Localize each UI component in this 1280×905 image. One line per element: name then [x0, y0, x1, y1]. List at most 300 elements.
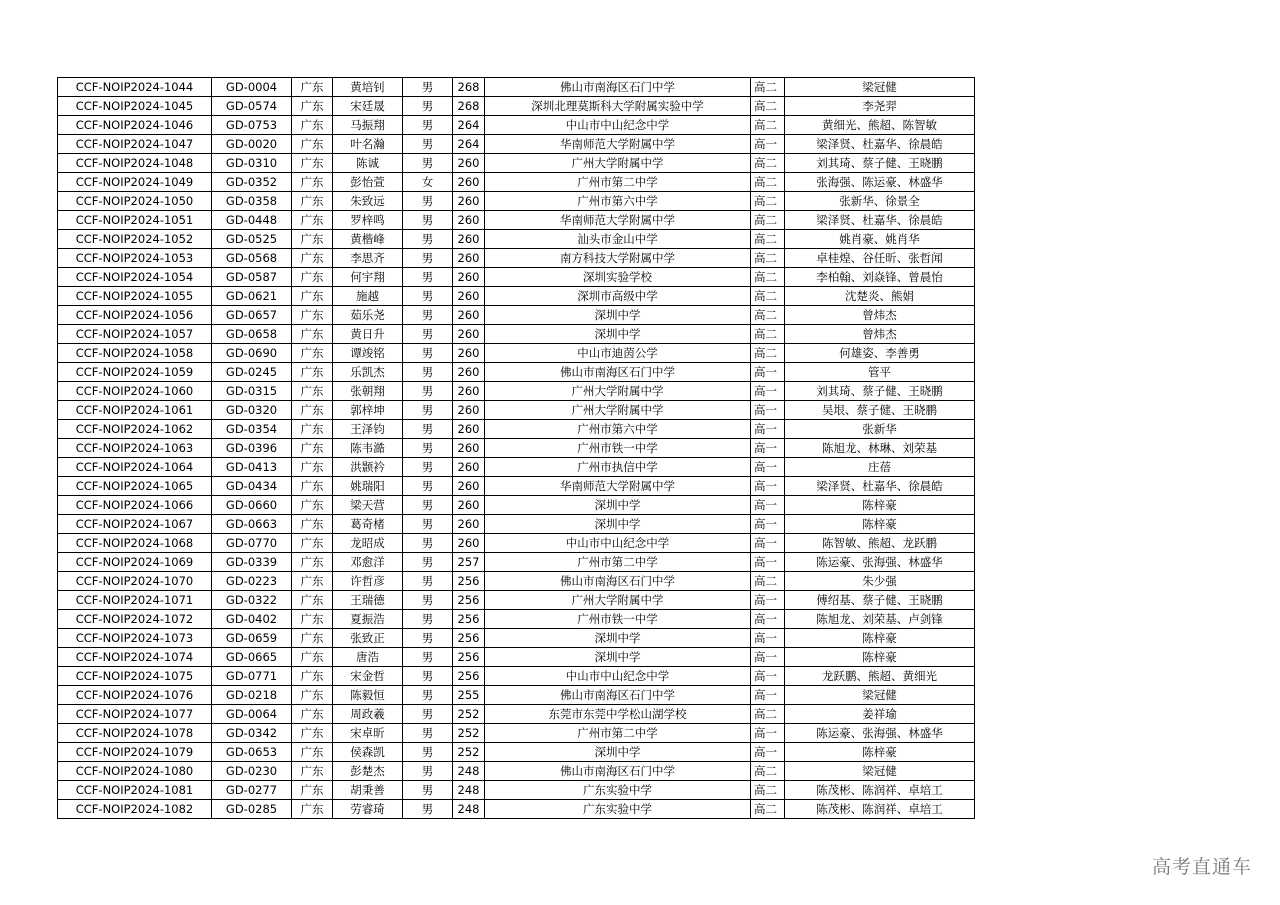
cell-registration-code: GD-0342 — [212, 724, 292, 743]
cell-gender: 男 — [403, 382, 453, 401]
cell-gender: 男 — [403, 705, 453, 724]
table-row — [58, 591, 975, 610]
cell-gender: 男 — [403, 306, 453, 325]
cell-contestant-id: CCF-NOIP2024-1049 — [58, 173, 212, 192]
cell-gender: 男 — [403, 344, 453, 363]
cell-gender: 男 — [403, 439, 453, 458]
table-row — [58, 363, 975, 382]
cell-province: 广东 — [292, 192, 333, 211]
cell-registration-code: GD-0396 — [212, 439, 292, 458]
cell-student-name: 许哲彦 — [333, 572, 403, 591]
cell-registration-code: GD-0525 — [212, 230, 292, 249]
cell-province: 广东 — [292, 496, 333, 515]
cell-province: 广东 — [292, 591, 333, 610]
cell-student-name: 张朝翔 — [333, 382, 403, 401]
cell-student-name: 彭楚杰 — [333, 762, 403, 781]
cell-contestant-id: CCF-NOIP2024-1057 — [58, 325, 212, 344]
cell-school: 深圳北理莫斯科大学附属实验中学 — [485, 97, 751, 116]
cell-score: 268 — [453, 78, 485, 97]
cell-score: 260 — [453, 325, 485, 344]
cell-registration-code: GD-0448 — [212, 211, 292, 230]
cell-student-name: 彭怡萱 — [333, 173, 403, 192]
cell-score: 252 — [453, 724, 485, 743]
cell-score: 256 — [453, 610, 485, 629]
cell-student-name: 李思齐 — [333, 249, 403, 268]
cell-coach: 卓桂煌、谷任昕、张哲闻 — [785, 249, 975, 268]
cell-score: 256 — [453, 591, 485, 610]
cell-student-name: 葛奇楮 — [333, 515, 403, 534]
cell-score: 248 — [453, 762, 485, 781]
cell-score: 256 — [453, 629, 485, 648]
cell-grade: 高一 — [751, 135, 785, 154]
cell-coach: 李柏翰、刘焱锋、曾晨怡 — [785, 268, 975, 287]
cell-school: 广州大学附属中学 — [485, 401, 751, 420]
table-row — [58, 781, 975, 800]
cell-registration-code: GD-0354 — [212, 420, 292, 439]
cell-coach: 姜祥瑜 — [785, 705, 975, 724]
cell-coach: 陈梓豪 — [785, 629, 975, 648]
cell-grade: 高二 — [751, 306, 785, 325]
cell-school: 深圳中学 — [485, 306, 751, 325]
table-row — [58, 173, 975, 192]
cell-contestant-id: CCF-NOIP2024-1078 — [58, 724, 212, 743]
cell-grade: 高二 — [751, 154, 785, 173]
cell-school: 广州市第二中学 — [485, 724, 751, 743]
cell-registration-code: GD-0568 — [212, 249, 292, 268]
cell-student-name: 乐凯杰 — [333, 363, 403, 382]
cell-contestant-id: CCF-NOIP2024-1080 — [58, 762, 212, 781]
cell-student-name: 马振翔 — [333, 116, 403, 135]
cell-gender: 男 — [403, 591, 453, 610]
cell-registration-code: GD-0665 — [212, 648, 292, 667]
cell-student-name: 朱致远 — [333, 192, 403, 211]
cell-gender: 男 — [403, 458, 453, 477]
cell-gender: 男 — [403, 496, 453, 515]
cell-contestant-id: CCF-NOIP2024-1048 — [58, 154, 212, 173]
table-row — [58, 268, 975, 287]
cell-coach: 陈梓豪 — [785, 515, 975, 534]
cell-student-name: 劳睿琦 — [333, 800, 403, 819]
cell-gender: 男 — [403, 648, 453, 667]
cell-province: 广东 — [292, 686, 333, 705]
cell-score: 248 — [453, 781, 485, 800]
cell-score: 255 — [453, 686, 485, 705]
table-row — [58, 249, 975, 268]
cell-student-name: 王瑞德 — [333, 591, 403, 610]
cell-province: 广东 — [292, 78, 333, 97]
cell-contestant-id: CCF-NOIP2024-1061 — [58, 401, 212, 420]
table-row — [58, 439, 975, 458]
cell-registration-code: GD-0663 — [212, 515, 292, 534]
cell-score: 260 — [453, 458, 485, 477]
cell-contestant-id: CCF-NOIP2024-1062 — [58, 420, 212, 439]
cell-province: 广东 — [292, 249, 333, 268]
cell-contestant-id: CCF-NOIP2024-1054 — [58, 268, 212, 287]
cell-gender: 男 — [403, 572, 453, 591]
cell-registration-code: GD-0322 — [212, 591, 292, 610]
cell-registration-code: GD-0770 — [212, 534, 292, 553]
cell-registration-code: GD-0658 — [212, 325, 292, 344]
cell-school: 深圳中学 — [485, 325, 751, 344]
cell-contestant-id: CCF-NOIP2024-1064 — [58, 458, 212, 477]
table-row — [58, 382, 975, 401]
cell-province: 广东 — [292, 306, 333, 325]
cell-gender: 男 — [403, 743, 453, 762]
cell-score: 260 — [453, 211, 485, 230]
cell-province: 广东 — [292, 382, 333, 401]
cell-province: 广东 — [292, 439, 333, 458]
cell-contestant-id: CCF-NOIP2024-1052 — [58, 230, 212, 249]
cell-school: 佛山市南海区石门中学 — [485, 572, 751, 591]
watermark-text: 高考直通车 — [1151, 856, 1252, 878]
cell-student-name: 龙昭成 — [333, 534, 403, 553]
cell-coach: 陈梓豪 — [785, 743, 975, 762]
cell-contestant-id: CCF-NOIP2024-1055 — [58, 287, 212, 306]
cell-gender: 男 — [403, 192, 453, 211]
cell-student-name: 邓愈洋 — [333, 553, 403, 572]
cell-coach: 龙跃鹏、熊超、黄细光 — [785, 667, 975, 686]
table-row — [58, 610, 975, 629]
cell-contestant-id: CCF-NOIP2024-1066 — [58, 496, 212, 515]
cell-score: 260 — [453, 268, 485, 287]
cell-province: 广东 — [292, 154, 333, 173]
cell-gender: 男 — [403, 287, 453, 306]
cell-registration-code: GD-0310 — [212, 154, 292, 173]
cell-gender: 男 — [403, 401, 453, 420]
cell-gender: 男 — [403, 667, 453, 686]
table-row — [58, 420, 975, 439]
cell-grade: 高一 — [751, 496, 785, 515]
cell-gender: 女 — [403, 173, 453, 192]
cell-score: 260 — [453, 306, 485, 325]
cell-school: 深圳中学 — [485, 648, 751, 667]
cell-gender: 男 — [403, 363, 453, 382]
cell-student-name: 侯森凯 — [333, 743, 403, 762]
table-row — [58, 230, 975, 249]
cell-gender: 男 — [403, 325, 453, 344]
cell-gender: 男 — [403, 762, 453, 781]
cell-province: 广东 — [292, 762, 333, 781]
cell-score: 256 — [453, 648, 485, 667]
cell-registration-code: GD-0285 — [212, 800, 292, 819]
cell-gender: 男 — [403, 534, 453, 553]
cell-province: 广东 — [292, 534, 333, 553]
cell-province: 广东 — [292, 800, 333, 819]
table-row — [58, 78, 975, 97]
table-row — [58, 344, 975, 363]
cell-registration-code: GD-0245 — [212, 363, 292, 382]
cell-registration-code: GD-0574 — [212, 97, 292, 116]
table-row — [58, 705, 975, 724]
cell-province: 广东 — [292, 515, 333, 534]
cell-gender: 男 — [403, 420, 453, 439]
cell-contestant-id: CCF-NOIP2024-1073 — [58, 629, 212, 648]
cell-province: 广东 — [292, 553, 333, 572]
cell-coach: 吴垠、蔡子健、王晓鹏 — [785, 401, 975, 420]
cell-grade: 高一 — [751, 401, 785, 420]
cell-school: 广州市第六中学 — [485, 420, 751, 439]
cell-score: 252 — [453, 705, 485, 724]
table-row — [58, 154, 975, 173]
cell-school: 广州大学附属中学 — [485, 154, 751, 173]
cell-grade: 高二 — [751, 192, 785, 211]
cell-registration-code: GD-0004 — [212, 78, 292, 97]
cell-contestant-id: CCF-NOIP2024-1063 — [58, 439, 212, 458]
table-row — [58, 97, 975, 116]
cell-registration-code: GD-0339 — [212, 553, 292, 572]
cell-grade: 高一 — [751, 648, 785, 667]
cell-registration-code: GD-0230 — [212, 762, 292, 781]
cell-province: 广东 — [292, 211, 333, 230]
cell-grade: 高二 — [751, 116, 785, 135]
cell-grade: 高一 — [751, 667, 785, 686]
cell-school: 深圳中学 — [485, 743, 751, 762]
cell-score: 260 — [453, 344, 485, 363]
cell-grade: 高二 — [751, 781, 785, 800]
cell-school: 广州市第六中学 — [485, 192, 751, 211]
cell-coach: 陈运豪、张海强、林盛华 — [785, 724, 975, 743]
cell-grade: 高二 — [751, 97, 785, 116]
cell-student-name: 周政羲 — [333, 705, 403, 724]
cell-grade: 高二 — [751, 211, 785, 230]
cell-province: 广东 — [292, 230, 333, 249]
cell-student-name: 宋廷晟 — [333, 97, 403, 116]
cell-student-name: 王泽钧 — [333, 420, 403, 439]
cell-coach: 梁泽贤、杜嘉华、徐晨皓 — [785, 211, 975, 230]
cell-registration-code: GD-0621 — [212, 287, 292, 306]
cell-contestant-id: CCF-NOIP2024-1060 — [58, 382, 212, 401]
cell-grade: 高二 — [751, 78, 785, 97]
cell-grade: 高二 — [751, 344, 785, 363]
cell-contestant-id: CCF-NOIP2024-1081 — [58, 781, 212, 800]
cell-student-name: 陈诚 — [333, 154, 403, 173]
table-row — [58, 800, 975, 819]
cell-registration-code: GD-0690 — [212, 344, 292, 363]
cell-score: 260 — [453, 534, 485, 553]
cell-grade: 高一 — [751, 591, 785, 610]
cell-score: 260 — [453, 477, 485, 496]
cell-coach: 张海强、陈运豪、林盛华 — [785, 173, 975, 192]
table-row — [58, 667, 975, 686]
cell-gender: 男 — [403, 553, 453, 572]
table-row — [58, 135, 975, 154]
cell-contestant-id: CCF-NOIP2024-1071 — [58, 591, 212, 610]
cell-grade: 高一 — [751, 686, 785, 705]
cell-coach: 朱少强 — [785, 572, 975, 591]
cell-province: 广东 — [292, 705, 333, 724]
cell-student-name: 罗梓鸣 — [333, 211, 403, 230]
cell-province: 广东 — [292, 781, 333, 800]
cell-registration-code: GD-0352 — [212, 173, 292, 192]
cell-school: 广东实验中学 — [485, 781, 751, 800]
cell-registration-code: GD-0660 — [212, 496, 292, 515]
cell-student-name: 宋卓昕 — [333, 724, 403, 743]
cell-province: 广东 — [292, 97, 333, 116]
cell-school: 广州市铁一中学 — [485, 610, 751, 629]
cell-student-name: 姚瑞阳 — [333, 477, 403, 496]
cell-school: 华南师范大学附属中学 — [485, 211, 751, 230]
results-table — [57, 77, 975, 819]
cell-registration-code: GD-0218 — [212, 686, 292, 705]
cell-gender: 男 — [403, 781, 453, 800]
table-row — [58, 743, 975, 762]
cell-grade: 高一 — [751, 534, 785, 553]
table-row — [58, 306, 975, 325]
cell-grade: 高一 — [751, 553, 785, 572]
cell-score: 257 — [453, 553, 485, 572]
table-row — [58, 572, 975, 591]
cell-gender: 男 — [403, 477, 453, 496]
cell-registration-code: GD-0315 — [212, 382, 292, 401]
cell-coach: 梁泽贤、杜嘉华、徐晨皓 — [785, 135, 975, 154]
cell-score: 260 — [453, 363, 485, 382]
cell-score: 268 — [453, 97, 485, 116]
cell-contestant-id: CCF-NOIP2024-1050 — [58, 192, 212, 211]
cell-contestant-id: CCF-NOIP2024-1056 — [58, 306, 212, 325]
cell-contestant-id: CCF-NOIP2024-1077 — [58, 705, 212, 724]
cell-school: 深圳中学 — [485, 629, 751, 648]
table-row — [58, 515, 975, 534]
table-row — [58, 477, 975, 496]
cell-school: 广州市第二中学 — [485, 553, 751, 572]
cell-school: 中山市迪茵公学 — [485, 344, 751, 363]
cell-gender: 男 — [403, 629, 453, 648]
cell-registration-code: GD-0587 — [212, 268, 292, 287]
cell-province: 广东 — [292, 401, 333, 420]
table-row — [58, 458, 975, 477]
cell-grade: 高二 — [751, 325, 785, 344]
cell-student-name: 洪颢衿 — [333, 458, 403, 477]
cell-coach: 陈茂彬、陈润祥、卓培工 — [785, 781, 975, 800]
cell-province: 广东 — [292, 287, 333, 306]
cell-province: 广东 — [292, 363, 333, 382]
cell-contestant-id: CCF-NOIP2024-1076 — [58, 686, 212, 705]
cell-student-name: 胡秉善 — [333, 781, 403, 800]
cell-registration-code: GD-0771 — [212, 667, 292, 686]
cell-school: 佛山市南海区石门中学 — [485, 363, 751, 382]
table-row — [58, 648, 975, 667]
cell-coach: 梁冠健 — [785, 78, 975, 97]
cell-coach: 管平 — [785, 363, 975, 382]
cell-score: 260 — [453, 496, 485, 515]
cell-province: 广东 — [292, 268, 333, 287]
cell-province: 广东 — [292, 135, 333, 154]
cell-score: 260 — [453, 382, 485, 401]
table-row — [58, 211, 975, 230]
cell-province: 广东 — [292, 724, 333, 743]
cell-coach: 曾炜杰 — [785, 325, 975, 344]
cell-gender: 男 — [403, 686, 453, 705]
cell-school: 中山市中山纪念中学 — [485, 534, 751, 553]
cell-contestant-id: CCF-NOIP2024-1075 — [58, 667, 212, 686]
results-table-body — [58, 78, 975, 819]
cell-coach: 陈梓豪 — [785, 648, 975, 667]
cell-student-name: 叶名瀚 — [333, 135, 403, 154]
cell-gender: 男 — [403, 268, 453, 287]
cell-contestant-id: CCF-NOIP2024-1070 — [58, 572, 212, 591]
cell-coach: 陈梓豪 — [785, 496, 975, 515]
cell-grade: 高二 — [751, 572, 785, 591]
cell-school: 广州市铁一中学 — [485, 439, 751, 458]
cell-contestant-id: CCF-NOIP2024-1074 — [58, 648, 212, 667]
cell-province: 广东 — [292, 629, 333, 648]
cell-province: 广东 — [292, 173, 333, 192]
cell-school: 东莞市东莞中学松山湖学校 — [485, 705, 751, 724]
cell-grade: 高一 — [751, 458, 785, 477]
cell-province: 广东 — [292, 667, 333, 686]
cell-school: 中山市中山纪念中学 — [485, 667, 751, 686]
table-row — [58, 287, 975, 306]
cell-school: 广东实验中学 — [485, 800, 751, 819]
cell-province: 广东 — [292, 648, 333, 667]
cell-province: 广东 — [292, 325, 333, 344]
cell-coach: 梁冠健 — [785, 686, 975, 705]
cell-score: 248 — [453, 800, 485, 819]
cell-school: 深圳市高级中学 — [485, 287, 751, 306]
cell-registration-code: GD-0659 — [212, 629, 292, 648]
cell-grade: 高一 — [751, 477, 785, 496]
cell-school: 广州大学附属中学 — [485, 591, 751, 610]
cell-grade: 高一 — [751, 629, 785, 648]
cell-student-name: 唐浩 — [333, 648, 403, 667]
cell-school: 广州市执信中学 — [485, 458, 751, 477]
cell-grade: 高一 — [751, 363, 785, 382]
cell-registration-code: GD-0358 — [212, 192, 292, 211]
cell-registration-code: GD-0064 — [212, 705, 292, 724]
cell-coach: 沈楚炎、熊娟 — [785, 287, 975, 306]
cell-province: 广东 — [292, 477, 333, 496]
cell-score: 264 — [453, 135, 485, 154]
cell-coach: 梁泽贤、杜嘉华、徐晨皓 — [785, 477, 975, 496]
cell-score: 252 — [453, 743, 485, 762]
cell-grade: 高一 — [751, 743, 785, 762]
cell-registration-code: GD-0413 — [212, 458, 292, 477]
cell-school: 中山市中山纪念中学 — [485, 116, 751, 135]
cell-score: 260 — [453, 439, 485, 458]
cell-student-name: 郭梓坤 — [333, 401, 403, 420]
cell-student-name: 茹乐尧 — [333, 306, 403, 325]
cell-grade: 高一 — [751, 724, 785, 743]
cell-score: 260 — [453, 249, 485, 268]
cell-grade: 高一 — [751, 382, 785, 401]
cell-school: 佛山市南海区石门中学 — [485, 762, 751, 781]
cell-gender: 男 — [403, 230, 453, 249]
table-row — [58, 496, 975, 515]
cell-score: 260 — [453, 401, 485, 420]
cell-coach: 刘其琦、蔡子健、王晓鹏 — [785, 382, 975, 401]
cell-school: 深圳中学 — [485, 496, 751, 515]
cell-score: 260 — [453, 515, 485, 534]
cell-registration-code: GD-0320 — [212, 401, 292, 420]
cell-contestant-id: CCF-NOIP2024-1059 — [58, 363, 212, 382]
cell-contestant-id: CCF-NOIP2024-1053 — [58, 249, 212, 268]
cell-coach: 庄蓓 — [785, 458, 975, 477]
table-row — [58, 192, 975, 211]
cell-coach: 何雄姿、李善勇 — [785, 344, 975, 363]
cell-grade: 高二 — [751, 800, 785, 819]
cell-coach: 陈茂彬、陈润祥、卓培工 — [785, 800, 975, 819]
cell-grade: 高二 — [751, 230, 785, 249]
cell-score: 256 — [453, 572, 485, 591]
cell-province: 广东 — [292, 344, 333, 363]
cell-coach: 陈旭龙、林琳、刘荣基 — [785, 439, 975, 458]
cell-grade: 高二 — [751, 173, 785, 192]
table-row — [58, 686, 975, 705]
cell-coach: 姚肖豪、姚肖华 — [785, 230, 975, 249]
cell-coach: 陈旭龙、刘荣基、卢剑锋 — [785, 610, 975, 629]
cell-school: 南方科技大学附属中学 — [485, 249, 751, 268]
cell-contestant-id: CCF-NOIP2024-1047 — [58, 135, 212, 154]
